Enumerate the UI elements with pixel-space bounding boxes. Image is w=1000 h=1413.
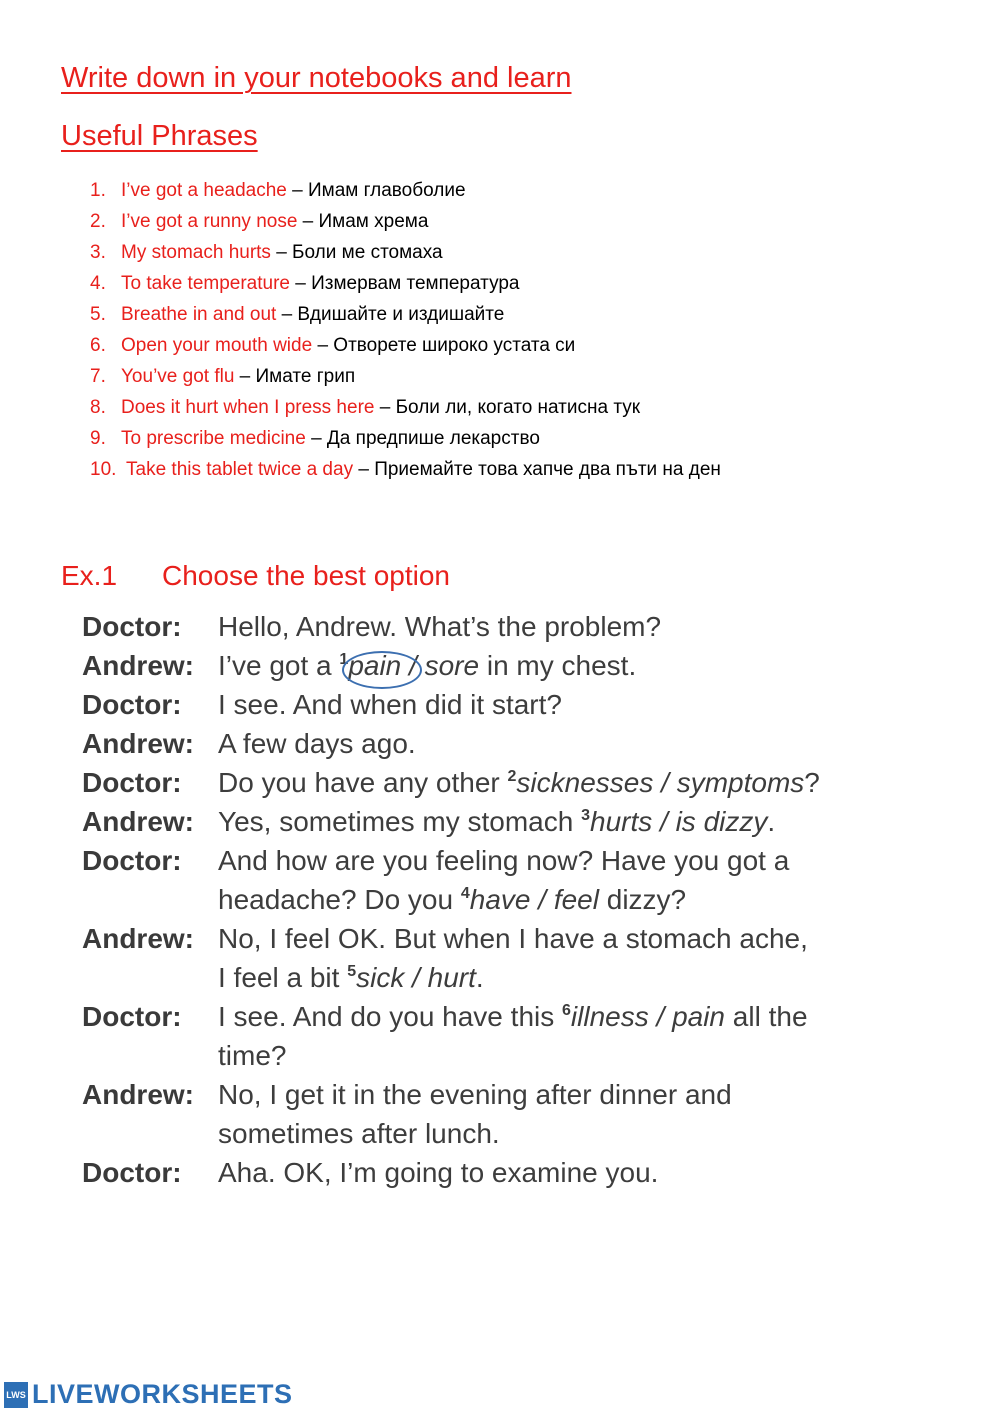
phrase-bulgarian: – Отворете широко устата си bbox=[312, 335, 576, 356]
page-title: Write down in your notebooks and learn bbox=[61, 62, 572, 94]
answer-options[interactable]: hurts / is dizzy bbox=[590, 806, 768, 837]
dialogue-line: Aha. OK, I’m going to examine you. bbox=[218, 1157, 659, 1188]
speaker-label: Andrew: bbox=[82, 728, 194, 759]
dialogue-turn bbox=[82, 1153, 822, 1192]
dialogue-line: No, I get it in the evening after dinner and sometimes after lunch. bbox=[218, 1079, 732, 1149]
phrase-item bbox=[90, 361, 721, 392]
brand-name: LIVEWORKSHEETS bbox=[32, 1379, 293, 1409]
phrase-english: I’ve got a headache bbox=[121, 180, 287, 201]
section-title-useful-phrases: Useful Phrases bbox=[61, 120, 258, 152]
dialogue-turn bbox=[82, 685, 822, 724]
phrase-number: 9. bbox=[90, 428, 106, 449]
dialogue bbox=[82, 607, 822, 1192]
phrase-bulgarian: – Боли ме стомаха bbox=[270, 242, 443, 263]
speaker-label: Doctor: bbox=[82, 611, 182, 642]
dialogue-line: Do you have any other $^2$sicknesses / symptoms? bbox=[218, 767, 820, 798]
dialogue-turn bbox=[82, 841, 822, 919]
exercise-heading bbox=[61, 560, 450, 592]
dialogue-line: Hello, Andrew. What’s the problem? bbox=[218, 611, 662, 642]
phrase-number: 6. bbox=[90, 335, 106, 356]
exercise-label: Ex.1 bbox=[61, 560, 118, 591]
phrase-number: 10. bbox=[90, 459, 117, 480]
gap-number: 2 bbox=[507, 768, 517, 785]
gap-number: 4 bbox=[460, 885, 470, 902]
phrase-number: 5. bbox=[90, 304, 106, 325]
phrase-bulgarian: – Измервам температура bbox=[289, 273, 520, 294]
phrase-list bbox=[90, 175, 721, 485]
dialogue-line: And how are you feeling now? Have you got a headache? Do you $^4$have / feel dizzy? bbox=[218, 845, 790, 915]
phrase-number: 3. bbox=[90, 242, 106, 263]
gap-number: 5 bbox=[347, 963, 357, 980]
speaker-label: Doctor: bbox=[82, 689, 182, 720]
phrase-item bbox=[90, 392, 721, 423]
dialogue-turn bbox=[82, 607, 822, 646]
phrase-english: Breathe in and out bbox=[121, 304, 277, 325]
phrase-bulgarian: – Имам хрема bbox=[297, 211, 429, 232]
dialogue-turn bbox=[82, 646, 822, 685]
phrase-english: To prescribe medicine bbox=[121, 428, 306, 449]
dialogue-line: I’ve got a $^1$pain / sore in my chest. bbox=[218, 646, 822, 685]
phrase-item bbox=[90, 237, 721, 268]
phrase-bulgarian: – Боли ли, когато натисна тук bbox=[374, 397, 641, 418]
phrase-number: 2. bbox=[90, 211, 106, 232]
phrase-bulgarian: – Имате грип bbox=[234, 366, 356, 387]
phrase-item bbox=[90, 423, 721, 454]
phrase-english: I’ve got a runny nose bbox=[121, 211, 298, 232]
gap-number: 1 bbox=[339, 651, 349, 668]
phrase-english: My stomach hurts bbox=[121, 242, 271, 263]
phrase-number: 7. bbox=[90, 366, 106, 387]
speaker-label: Andrew: bbox=[82, 650, 194, 681]
dialogue-turn bbox=[82, 919, 822, 997]
speaker-label: Doctor: bbox=[82, 1001, 182, 1032]
speaker-label: Andrew: bbox=[82, 1079, 194, 1110]
dialogue-turn bbox=[82, 997, 822, 1075]
phrase-item bbox=[90, 330, 721, 361]
phrase-bulgarian: – Приемайте това хапче два пъти на ден bbox=[353, 459, 721, 480]
phrase-bulgarian: – Вдишайте и издишайте bbox=[276, 304, 505, 325]
answer-option-sore[interactable]: / sore bbox=[401, 650, 480, 681]
phrase-english: Open your mouth wide bbox=[121, 335, 313, 356]
dialogue-turn bbox=[82, 724, 822, 763]
phrase-item bbox=[90, 206, 721, 237]
exercise-instruction: Choose the best option bbox=[162, 560, 450, 591]
dialogue-line: Yes, sometimes my stomach $^3$hurts / is dizzy. bbox=[218, 806, 776, 837]
answer-options[interactable]: illness / pain bbox=[570, 1001, 726, 1032]
dialogue-line: A few days ago. bbox=[218, 728, 416, 759]
answer-options[interactable]: have / feel bbox=[469, 884, 599, 915]
phrase-bulgarian: – Имам главоболие bbox=[286, 180, 466, 201]
answer-options[interactable]: sicknesses / symptoms bbox=[516, 767, 805, 798]
speaker-label: Andrew: bbox=[82, 923, 194, 954]
speaker-label: Doctor: bbox=[82, 767, 182, 798]
speaker-label: Doctor: bbox=[82, 845, 182, 876]
phrase-english: To take temperature bbox=[121, 273, 290, 294]
dialogue-line: I see. And when did it start? bbox=[218, 689, 562, 720]
phrase-number: 8. bbox=[90, 397, 106, 418]
phrase-item bbox=[90, 175, 721, 206]
dialogue-line: I see. And do you have this $^6$illness / pain all the time? bbox=[218, 1001, 808, 1071]
dialogue-line: No, I feel OK. But when I have a stomach ache, I feel a bit $^5$sick / hurt. bbox=[218, 923, 808, 993]
answer-options[interactable]: sick / hurt bbox=[356, 962, 476, 993]
phrase-item bbox=[90, 299, 721, 330]
gap-number: 3 bbox=[581, 807, 590, 824]
gap-number: 6 bbox=[562, 1002, 571, 1019]
answer-option-pain-selected[interactable]: pain bbox=[348, 646, 401, 685]
phrase-item bbox=[90, 454, 721, 485]
dialogue-turn bbox=[82, 763, 822, 802]
phrase-english: Take this tablet twice a day bbox=[126, 459, 354, 480]
liveworksheets-logo-icon: LWS bbox=[4, 1382, 28, 1408]
phrase-number: 4. bbox=[90, 273, 106, 294]
phrase-number: 1. bbox=[90, 180, 106, 201]
phrase-english: Does it hurt when I press here bbox=[121, 397, 375, 418]
speaker-label: Andrew: bbox=[82, 806, 194, 837]
dialogue-turn bbox=[82, 1075, 822, 1153]
phrase-item bbox=[90, 268, 721, 299]
phrase-english: You’ve got flu bbox=[121, 366, 235, 387]
speaker-label: Doctor: bbox=[82, 1157, 182, 1188]
brand-footer bbox=[4, 1379, 293, 1410]
dialogue-turn bbox=[82, 802, 822, 841]
phrase-bulgarian: – Да предпише лекарство bbox=[305, 428, 540, 449]
